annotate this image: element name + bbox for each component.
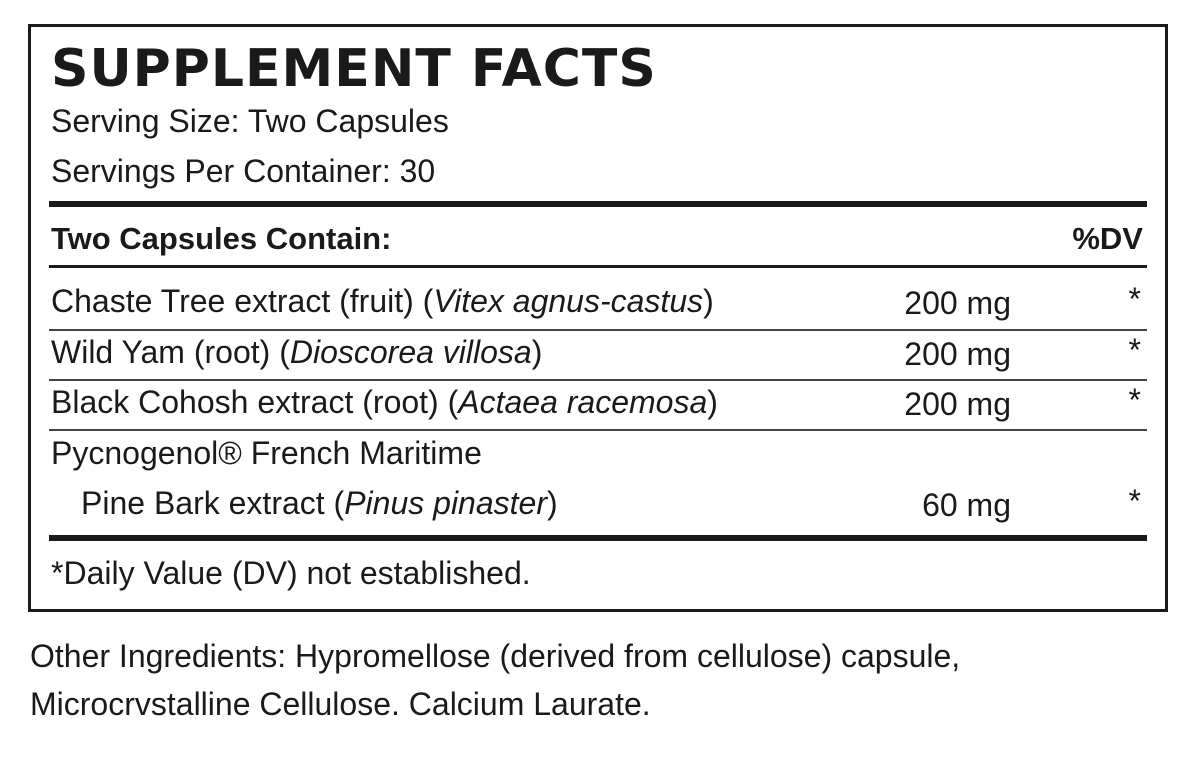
table-row — [51, 332, 542, 372]
divider-thick-bottom — [49, 535, 1147, 541]
panel-title: SUPPLEMENT FACTS — [51, 39, 657, 99]
table-row — [51, 382, 718, 422]
table-row — [81, 483, 558, 523]
divider-thick-top — [49, 201, 1147, 207]
divider-header — [49, 265, 1147, 268]
ingredient-name-line1: Pycnogenol® French Maritime — [51, 435, 482, 471]
supplement-facts-panel — [28, 24, 1168, 612]
ingredient-dv: * — [1128, 332, 1141, 368]
table-row — [51, 281, 714, 321]
ingredient-amount: 200 mg — [904, 336, 1011, 372]
ingredient-name: Pine Bark extract ( — [81, 485, 345, 521]
ingredient-name-close: ) — [703, 283, 714, 319]
ingredient-name: Wild Yam (root) ( — [51, 334, 290, 370]
serving-size: Serving Size: Two Capsules — [51, 103, 449, 139]
ingredient-latin-name: Dioscorea villosa — [289, 334, 532, 370]
row-divider — [49, 329, 1147, 331]
ingredient-dv: * — [1128, 281, 1141, 317]
ingredient-dv: * — [1128, 483, 1141, 519]
ingredient-latin-name: Pinus pinaster — [344, 485, 547, 521]
ingredient-name-close: ) — [707, 384, 718, 420]
ingredient-name-close: ) — [546, 485, 558, 521]
ingredient-amount: 200 mg — [904, 285, 1011, 321]
table-header-dv: %DV — [1072, 221, 1143, 256]
ingredient-latin-name: Vitex agnus-castus — [433, 283, 704, 319]
ingredient-dv: * — [1128, 382, 1141, 418]
other-ingredients-line1: Other Ingredients: Hypromellose (derived from cellulose) capsule, — [30, 638, 961, 674]
other-ingredients-line2: Microcrvstalline Cellulose. Calcium Laurate. — [30, 686, 651, 722]
servings-per-container: Servings Per Container: 30 — [51, 153, 436, 189]
ingredient-name: Chaste Tree extract (fruit) ( — [51, 283, 434, 319]
table-header-contents: Two Capsules Contain: — [51, 221, 392, 256]
ingredient-name-close: ) — [531, 334, 543, 370]
ingredient-latin-name: Actaea racemosa — [458, 384, 708, 420]
ingredient-name: Black Cohosh extract (root) ( — [51, 384, 459, 420]
row-divider — [49, 429, 1147, 431]
row-divider — [49, 379, 1147, 381]
daily-value-footnote: *Daily Value (DV) not established. — [51, 555, 531, 591]
ingredient-amount: 60 mg — [922, 487, 1011, 523]
ingredient-amount: 200 mg — [904, 386, 1011, 422]
